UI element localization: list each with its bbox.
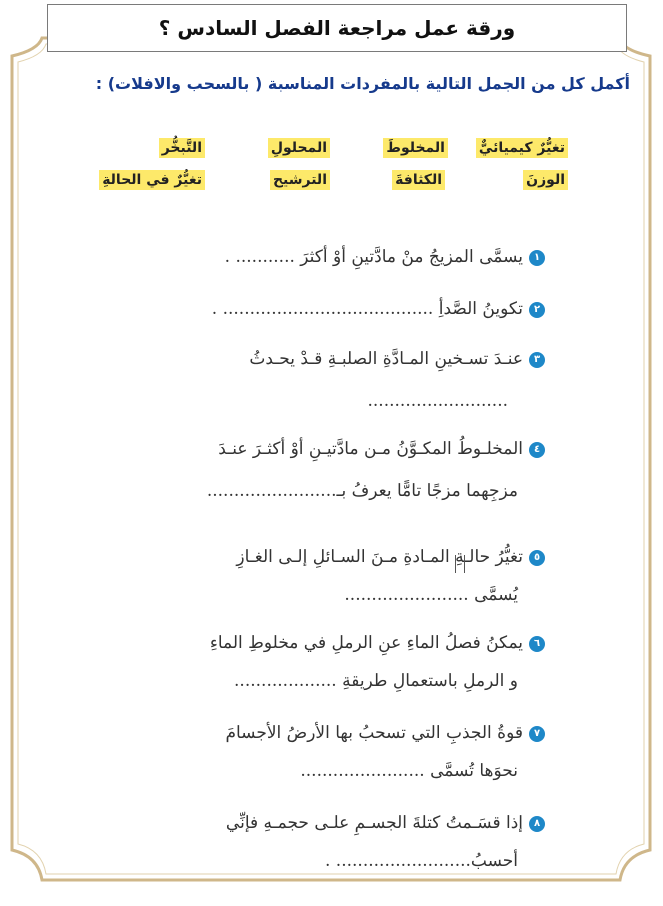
question-4-line-2[interactable]: مزجِهما مزجًا تامًّا يعرفُ بـ........................ xyxy=(206,481,518,501)
question-2 xyxy=(212,292,545,326)
answer-blank[interactable]: .......................... xyxy=(367,391,508,411)
word-bank-item[interactable]: التَّبخُّر xyxy=(159,138,205,158)
question-number-badge: ٧ xyxy=(529,726,545,742)
word-bank-item[interactable]: المحلولِ xyxy=(268,138,330,158)
word-bank-item[interactable]: الترشيح xyxy=(270,170,330,190)
page-title: ورقة عمل مراجعة الفصل السادس ؟ xyxy=(47,4,627,52)
word-bank-item[interactable]: تغيُّرٌ في الحالةِ xyxy=(99,170,205,190)
question-text: عنـدَ تسـخينِ المـادَّةِ الصلبـةِ قـدْ يحـدثُ xyxy=(249,349,523,369)
question-number-badge: ٨ xyxy=(529,816,545,832)
question-6 xyxy=(210,626,545,660)
question-number-badge: ١ xyxy=(529,250,545,266)
question-7 xyxy=(225,716,545,750)
word-bank-item[interactable]: الكثافةَ xyxy=(392,170,445,190)
question-number-badge: ٢ xyxy=(529,302,545,318)
question-text: قوةُ الجذبِ التي تسحبُ بها الأرضُ الأجسامَ xyxy=(225,723,523,743)
word-bank-item[interactable]: المخلوطَ xyxy=(383,138,448,158)
question-1 xyxy=(225,240,545,274)
question-text: تغيُّرُ حالـةِ المـادةِ مـنَ السـائلِ إلـى الغـازِ xyxy=(236,547,523,567)
question-text: يسمَّى المزيجُ منْ مادَّتينِ أوْ أكثرَ ........... . xyxy=(224,247,523,267)
question-8 xyxy=(226,806,545,840)
instruction-text: أكمل كل من الجمل التالية بالمفردات المناسبة ( بالسحب والافلات) : xyxy=(95,74,630,93)
word-bank-item[interactable]: الوزنَ xyxy=(523,170,568,190)
word-bank-item[interactable]: تغيُّرٌ كيميائيٌّ xyxy=(476,138,568,158)
question-5-line-2[interactable]: يُسمَّى ....................... xyxy=(344,585,518,605)
question-6-line-2[interactable]: و الرملِ باستعمالِ طريقةِ ................... xyxy=(234,671,518,691)
question-8-line-2[interactable]: أحسبُ......................... . xyxy=(325,851,518,871)
question-text: يمكنُ فصلُ الماءِ عنِ الرملِ في مخلوطِ الماءِ xyxy=(209,633,523,653)
text-cursor-icon xyxy=(455,555,465,573)
question-number-badge: ٦ xyxy=(529,636,545,652)
question-text: المخلـوطُ المكـوَّنُ مـن مادَّتيـنِ أوْ أكثـرَ عنـدَ xyxy=(218,439,523,459)
question-7-line-2[interactable]: نحوَها تُسمَّى ....................... xyxy=(300,761,518,781)
question-3 xyxy=(249,342,545,376)
question-text: إذا قسَـمتُ كتلةَ الجسـمِ علـى حجمـهِ فإنِّي xyxy=(225,813,523,833)
question-text: تكوينُ الصَّدأِ ....................................... . xyxy=(211,299,523,319)
question-number-badge: ٣ xyxy=(529,352,545,368)
question-number-badge: ٥ xyxy=(529,550,545,566)
question-5 xyxy=(236,540,545,574)
question-4 xyxy=(218,432,545,466)
question-number-badge: ٤ xyxy=(529,442,545,458)
